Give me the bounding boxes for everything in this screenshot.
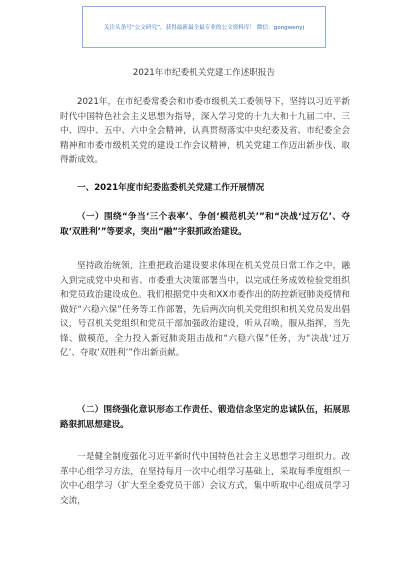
subsection-heading-1: （一）围绕“争当‘三个表率’、争创‘模范机关’”和“决战‘过万亿’、夺取‘双胜利’”等要求，突出“融”字狠抓政治建设。: [60, 212, 350, 237]
promo-banner-text: 关注头条号“公文研究”，获得最新最全最专业的公文资料库！ 微信：gongwenyj: [103, 25, 305, 31]
document-title: 2021年市纪委机关党建工作述职报告: [132, 68, 276, 78]
section-heading-1: 一、2021年度市纪委监委机关党建工作开展情况: [77, 183, 265, 193]
subsection-body-1: 坚持政治统领，注重把政治建设要求体现在机关党员日常工作之中，融入到完成党中央和省、市委重大决策部署当中，以完成任务成效检验党组织和党员政治建设成色。我们根据党中央和XX市委作出的防控新冠肺炎疫情和做好“六稳六保”任务等工作部署，先后两次向机关党组织和机关党员发出倡议，号召机关党组织和党员干部加强政治建设，听从召唤，服从指挥，当先锋、做模范，全力投入新冠肺炎阻击战和“六稳六保”任务，为“决战‘过万亿’、夺取‘双胜利’”作出新贡献。: [60, 261, 350, 358]
promo-banner: [82, 6, 326, 48]
intro-paragraph: 2021年，在市纪委常委会和市委市级机关工委领导下，坚持以习近平新时代中国特色社会主义思想为指导，深入学习党的十九大和十九届二中、三中、四中、五中、六中全会精神，认真贯彻落实中央纪委及省、市纪委全会精神和市委市级机关党的建设工作会议精神，机关党建工作迈出新步伐、取得新成效。: [60, 97, 350, 165]
subsection-body-2: 一是健全制度强化习近平新时代中国特色社会主义思想学习组织力。改革中心组学习方法，在坚持每月一次中心组学习基础上，采取每季度组织一次中心组学习（扩大至全委党员干部）会议方式，集中听取中心组成员学习交流，: [60, 452, 350, 506]
subsection-heading-2: （二）围绕强化意识形态工作责任、锻造信念坚定的忠诚队伍，拓展思路狠抓思想建设。: [60, 405, 350, 430]
